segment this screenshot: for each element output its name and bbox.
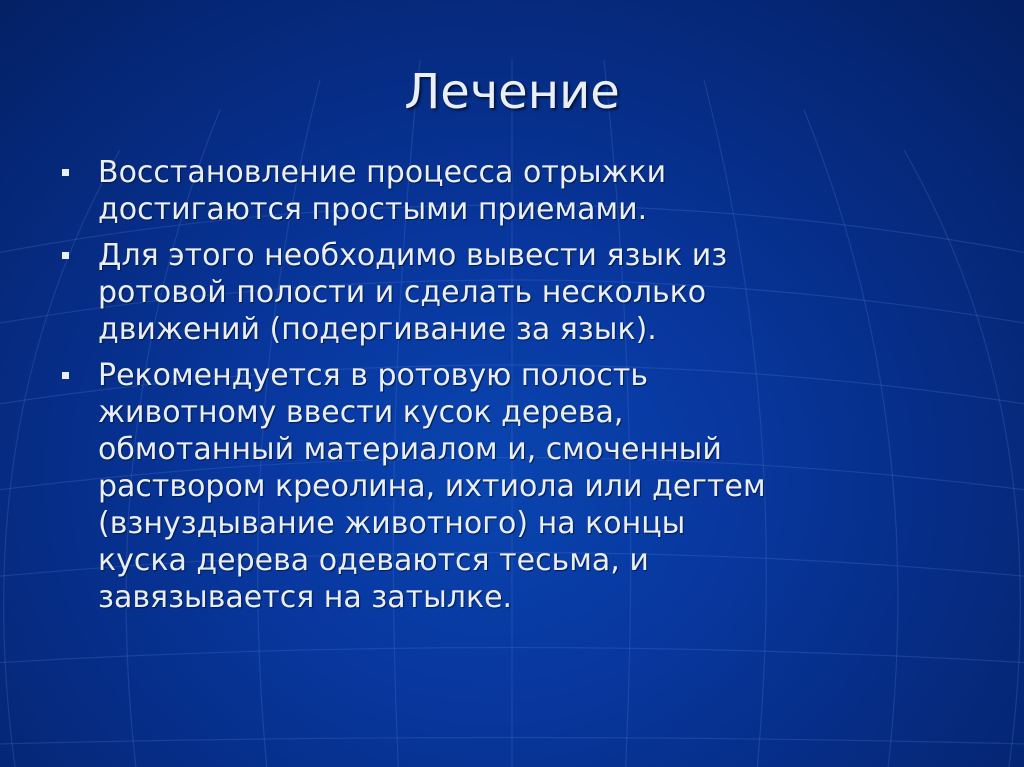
square-bullet-icon xyxy=(62,372,69,379)
bullet-item xyxy=(60,357,980,616)
square-bullet-icon xyxy=(62,169,69,176)
bullet-item xyxy=(60,237,980,348)
bullet-text: Рекомендуется в ротовую полость животному ввести кусок дерева, обмотанный материалом и, смоченный раствором креолина, ихтиола или дегтем (взнуздывание животного) на концы куска дерева одеваются тесьма, и завязывается на затылке. xyxy=(98,358,766,615)
bullet-text: Для этого необходимо вывести язык из ротовой полости и сделать несколько движений (подергивание за язык). xyxy=(98,238,728,347)
slide-title: Лечение xyxy=(404,64,620,120)
bullet-list xyxy=(60,154,980,625)
bullet-text: Восстановление процесса отрыжки достигаются простыми приемами. xyxy=(98,155,667,227)
square-bullet-icon xyxy=(62,252,69,259)
bullet-item xyxy=(60,154,980,228)
